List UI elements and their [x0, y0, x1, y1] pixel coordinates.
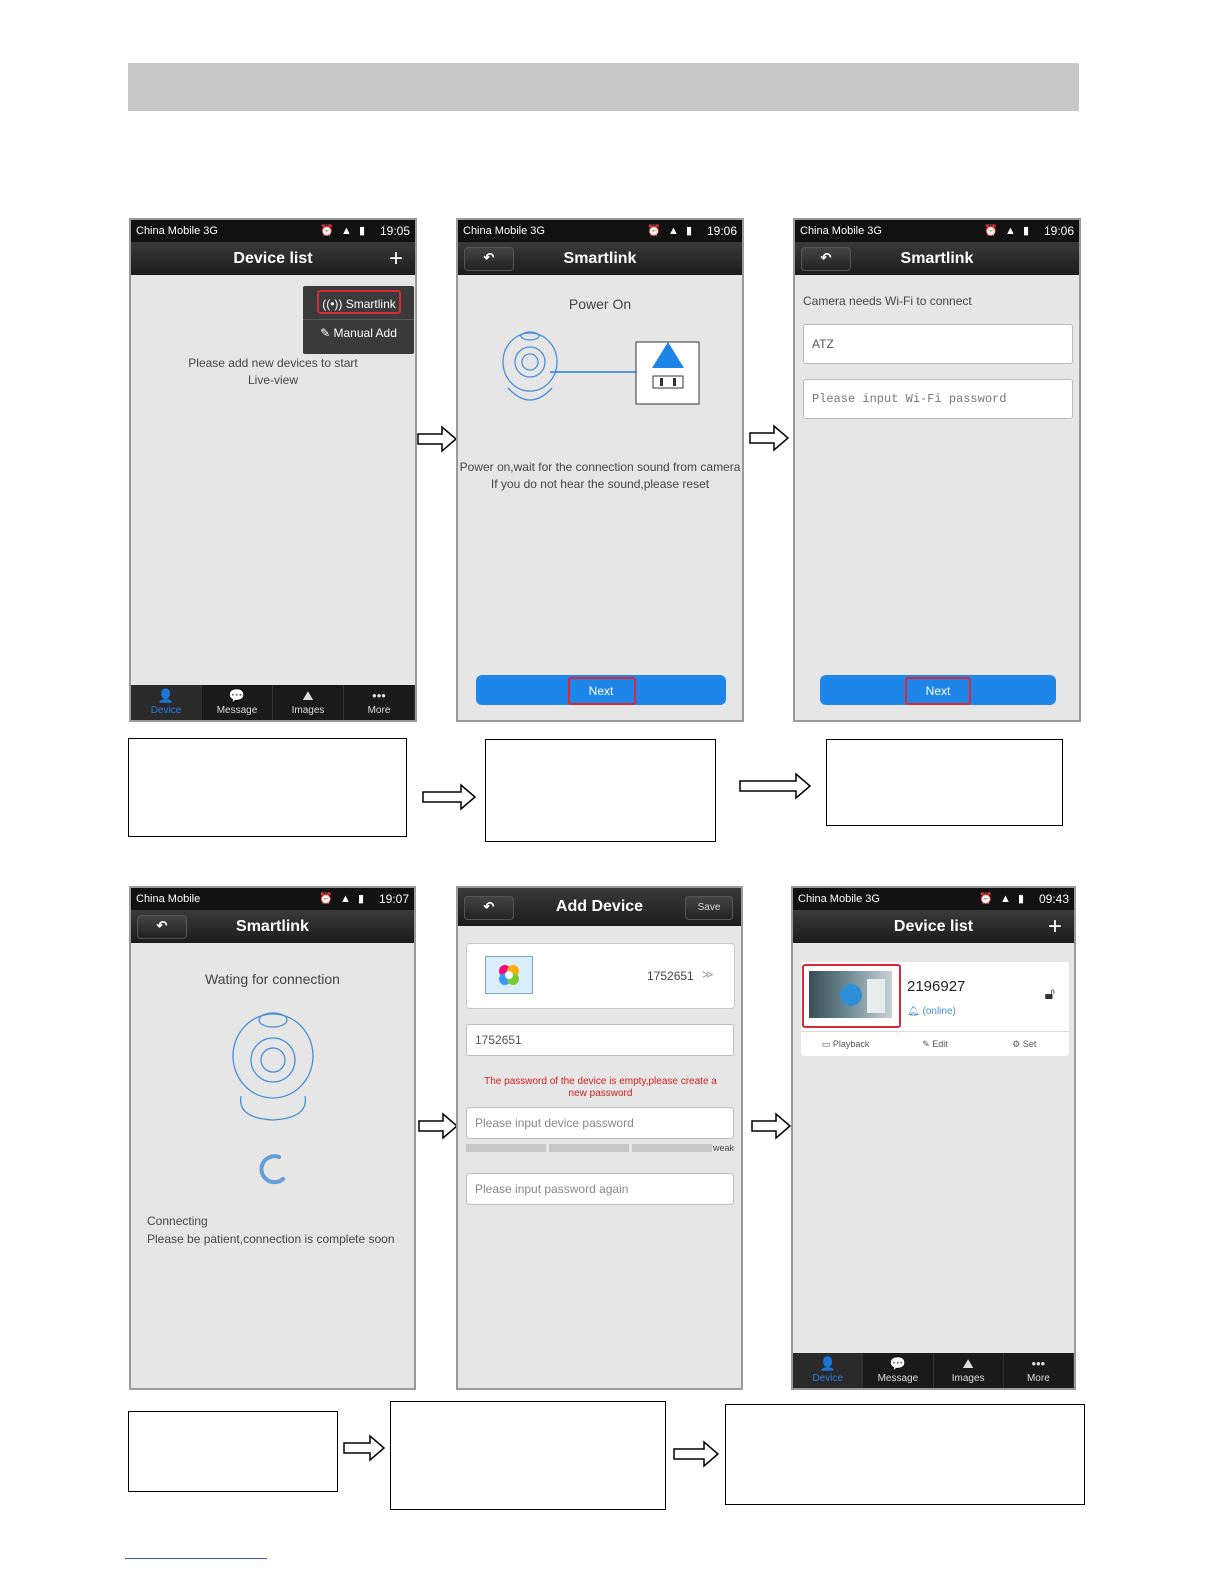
camera-preview-thumbnail [809, 971, 892, 1018]
caption-box [485, 739, 716, 842]
page-title: Device list [893, 918, 974, 935]
empty-line-2: Live-view [247, 373, 298, 387]
tab-more[interactable] [344, 685, 415, 720]
tab-label: Device [150, 705, 182, 716]
arrow-icon [738, 772, 812, 800]
status-bar [131, 220, 415, 242]
ssid-value: ATZ [812, 337, 834, 351]
clock: 19:05 [379, 224, 410, 238]
menu-item-label: Smartlink [345, 297, 396, 311]
password-placeholder: Please input Wi-Fi password [812, 392, 1007, 406]
arrow-icon [672, 1440, 720, 1468]
more-icon: ••• [1031, 1356, 1046, 1371]
arrow-icon [417, 1112, 459, 1140]
playback-label: Playback [832, 1039, 870, 1049]
tab-message[interactable] [863, 1353, 933, 1388]
title-bar [458, 888, 741, 926]
tab-label: Device [812, 1373, 843, 1384]
menu-item-smartlink[interactable] [317, 290, 401, 314]
title-bar [793, 910, 1074, 943]
edit-button[interactable] [890, 1032, 979, 1056]
person-icon: 👤 [157, 688, 175, 703]
connection-status [147, 1214, 395, 1246]
status-icons: ⏰ ▲ ▮ [647, 225, 694, 237]
waiting-heading: Wating for connection [205, 971, 340, 987]
lock-open-icon[interactable]: 🔓︎ [1044, 986, 1055, 1003]
next-button[interactable] [476, 675, 726, 705]
empty-message [131, 356, 415, 387]
tab-label: More [1026, 1373, 1050, 1384]
back-button[interactable] [464, 896, 514, 920]
tab-label: Images [951, 1373, 985, 1384]
instruction-line-1: Power on,wait for the connection sound from camera [459, 460, 741, 474]
status-bar [793, 888, 1074, 910]
edit-label: Edit [932, 1039, 948, 1049]
tab-images[interactable] [934, 1353, 1004, 1388]
device-id: 1752651 [647, 969, 694, 983]
status-bar [131, 888, 414, 910]
caption-box [826, 739, 1063, 826]
arrow-icon [416, 425, 458, 453]
tab-bar [793, 1353, 1074, 1388]
carrier-label: China Mobile 3G [463, 225, 545, 237]
title-bar [795, 242, 1079, 275]
image-icon: ⛰ [962, 1356, 974, 1371]
tab-message[interactable] [202, 685, 273, 720]
back-button[interactable] [137, 915, 187, 939]
instructions [458, 460, 742, 491]
screen-smartlink-wifi [793, 218, 1081, 722]
tab-label: Message [216, 705, 258, 716]
add-device-button[interactable]: + [1047, 913, 1062, 940]
password-placeholder: Please input device password [475, 1116, 634, 1130]
tab-more[interactable] [1004, 1353, 1074, 1388]
clock: 19:06 [1043, 224, 1074, 238]
arrow-icon [421, 783, 477, 811]
gear-icon: ⚙ [1012, 1039, 1023, 1049]
tab-device[interactable] [793, 1353, 863, 1388]
carrier-label: China Mobile [136, 893, 201, 905]
device-id-field[interactable] [466, 1024, 734, 1056]
status-icons: ⏰ ▲ ▮ [319, 893, 366, 905]
power-on-heading: Power On [568, 296, 632, 312]
password-strength-label: weak [713, 1143, 735, 1153]
chat-icon: 💬 [228, 688, 246, 703]
next-label: Next [925, 684, 951, 698]
carrier-label: China Mobile 3G [798, 893, 880, 905]
password-strength-meter [466, 1144, 712, 1152]
screen-device-list-online [791, 886, 1076, 1390]
camera-icon [227, 1008, 323, 1128]
back-button[interactable] [801, 247, 851, 271]
wifi-label: Camera needs Wi-Fi to connect [803, 294, 972, 308]
chevron-right-icon: ≫ [702, 969, 714, 981]
device-actions [801, 1031, 1069, 1056]
set-label: Set [1022, 1039, 1037, 1049]
more-icon: ••• [372, 688, 386, 703]
status-line-1: Connecting [147, 1214, 208, 1228]
arrow-icon [750, 1112, 792, 1140]
screen-add-device [456, 886, 743, 1390]
tab-images[interactable] [273, 685, 344, 720]
status-line-2: Please be patient,connection is complete soon [147, 1232, 395, 1246]
page-title: Smartlink [563, 250, 637, 267]
title-bar [131, 242, 415, 275]
next-button[interactable] [820, 675, 1056, 705]
chat-icon: 💬 [889, 1356, 906, 1371]
caption-box [725, 1404, 1085, 1505]
carrier-label: China Mobile 3G [136, 225, 218, 237]
wifi-password-field[interactable] [803, 379, 1073, 419]
status-icons: ⏰ ▲ ▮ [984, 225, 1031, 237]
caption-box [128, 738, 407, 837]
broadcast-icon: ((•)) [322, 297, 346, 311]
playback-button[interactable] [801, 1032, 890, 1056]
confirm-password-field[interactable] [466, 1173, 734, 1205]
device-name: 2196927 [907, 978, 966, 995]
carrier-label: China Mobile 3G [800, 225, 882, 237]
caption-box [390, 1401, 666, 1510]
add-device-button[interactable]: + [388, 245, 403, 272]
instruction-line-2: If you do not hear the sound,please reset [490, 477, 710, 491]
back-arrow-icon: ↶ [483, 250, 495, 265]
tab-device[interactable] [131, 685, 202, 720]
bell-icon: 🔔︎ [907, 1006, 923, 1017]
edit-icon: ✎ [922, 1039, 933, 1049]
device-id-value: 1752651 [475, 1033, 522, 1047]
tab-label: Message [877, 1373, 919, 1384]
status-bar [795, 220, 1079, 242]
title-bar [458, 242, 742, 275]
back-arrow-icon: ↶ [483, 899, 495, 914]
device-password-field[interactable] [466, 1107, 734, 1139]
confirm-placeholder: Please input password again [475, 1182, 629, 1196]
next-label: Next [588, 684, 614, 698]
add-menu [303, 286, 414, 354]
device-status [907, 1006, 956, 1017]
screen-device-list-empty [129, 218, 417, 722]
section-header-bar [128, 63, 1079, 111]
device-card[interactable] [466, 943, 735, 1009]
menu-item-manual-add[interactable] [303, 326, 414, 340]
clock: 19:06 [706, 224, 737, 238]
device-preview-highlight[interactable] [802, 964, 901, 1028]
caption-box [128, 1411, 338, 1492]
back-arrow-icon: ↶ [820, 250, 832, 265]
empty-line-1: Please add new devices to start [188, 356, 358, 370]
device-card[interactable] [801, 962, 1069, 1056]
back-button[interactable] [464, 247, 514, 271]
tab-label: More [367, 705, 391, 716]
tab-label: Images [291, 705, 325, 716]
clock: 19:07 [378, 892, 409, 906]
page-title: Device list [233, 250, 313, 267]
page-title: Add Device [555, 898, 644, 915]
camera-power-illustration [498, 330, 708, 410]
wifi-ssid-field[interactable] [803, 324, 1073, 364]
video-icon: ▭ [821, 1039, 833, 1049]
password-warning: The password of the device is empty,please create a new password [484, 1076, 717, 1099]
screen-smartlink-waiting [129, 886, 416, 1390]
image-icon: ⛰ [302, 688, 314, 703]
arrow-icon [342, 1434, 386, 1462]
person-icon: 👤 [819, 1356, 836, 1371]
loading-spinner-icon [257, 1153, 289, 1185]
arrow-icon [748, 424, 790, 452]
menu-item-label: Manual Add [333, 326, 397, 340]
footnote-rule [125, 1558, 267, 1559]
page-title: Smartlink [236, 918, 309, 935]
pen-icon: ✎ [320, 326, 334, 340]
screen-smartlink-power-on [456, 218, 744, 722]
save-button[interactable]: Save [685, 896, 733, 920]
status-icons: ⏰ ▲ ▮ [979, 893, 1026, 905]
tab-bar [131, 685, 415, 720]
set-button[interactable] [980, 1032, 1069, 1056]
title-bar [131, 910, 414, 943]
status-bar [458, 220, 742, 242]
back-arrow-icon: ↶ [156, 918, 168, 933]
device-thumbnail-icon [485, 956, 533, 994]
clock: 09:43 [1038, 892, 1069, 906]
status-icons: ⏰ ▲ ▮ [320, 225, 367, 237]
status-text: (online) [922, 1006, 956, 1017]
page-title: Smartlink [900, 250, 974, 267]
